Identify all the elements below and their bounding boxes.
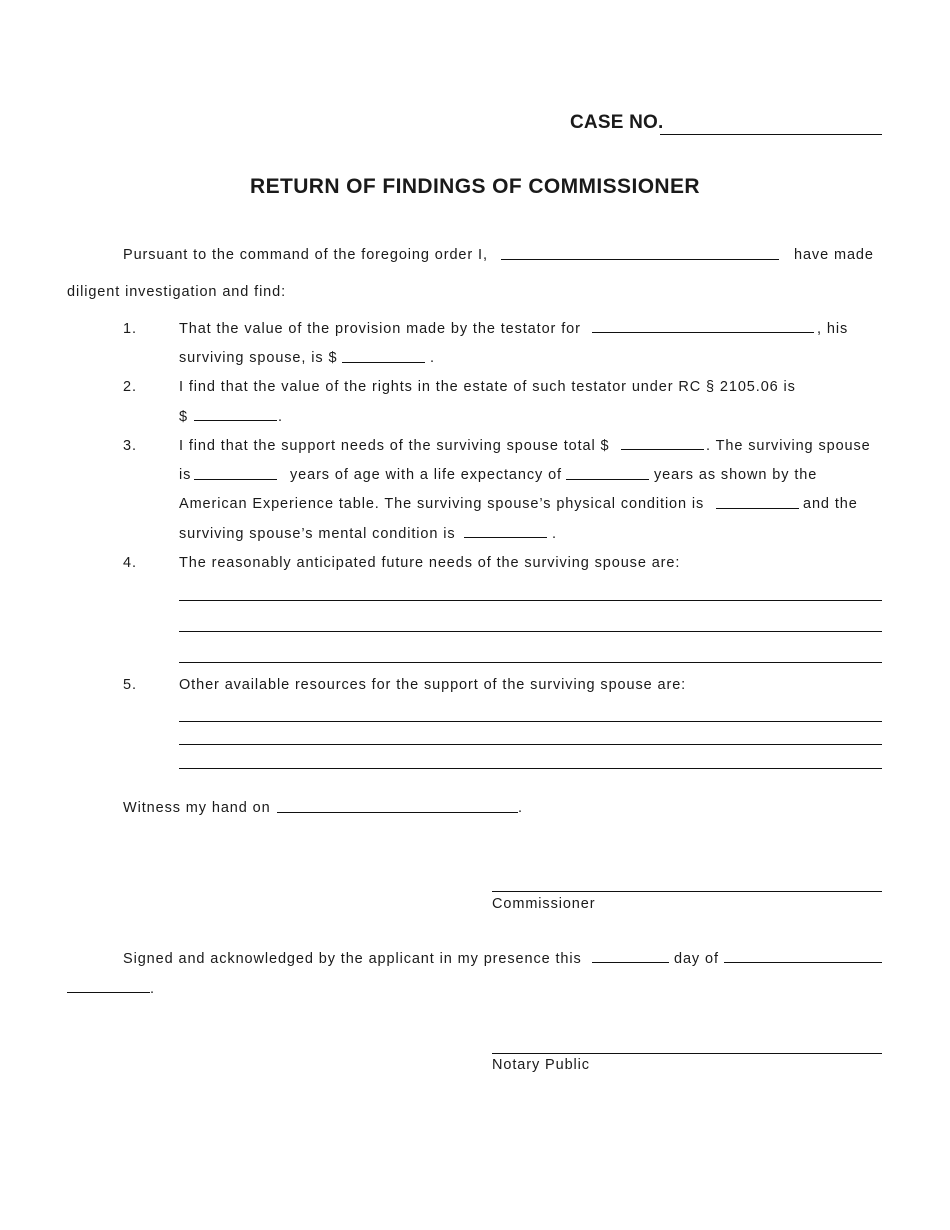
item1-text-3: surviving spouse, is $ <box>179 350 338 366</box>
acknowledgment-year-field[interactable] <box>67 992 150 993</box>
item2-text-1: I find that the value of the rights in the estate of such testator under RC § 2105.06 is <box>179 379 796 395</box>
item5-text: Other available resources for the support of the surviving spouse are: <box>179 677 687 693</box>
witness-text: Witness my hand on <box>123 800 271 816</box>
item3-text-6: American Experience table. The surviving spouse’s physical condition is <box>179 496 705 512</box>
item2-text-2: $ <box>179 409 188 425</box>
acknowledgment-text-1: Signed and acknowledged by the applicant in my presence this <box>123 951 582 967</box>
item-number-2: 2. <box>123 379 137 395</box>
testator-beneficiary-field[interactable] <box>592 332 814 333</box>
notary-signature-line[interactable] <box>492 1053 882 1054</box>
item-number-3: 3. <box>123 438 137 454</box>
spouse-age-field[interactable] <box>194 479 277 480</box>
acknowledgment-day-field[interactable] <box>592 962 669 963</box>
notary-label: Notary Public <box>492 1057 590 1073</box>
resources-line-3[interactable] <box>179 768 882 769</box>
item3-text-5: years as shown by the <box>654 467 818 483</box>
item3-text-2: . The surviving spouse <box>706 438 871 454</box>
future-needs-line-1[interactable] <box>179 600 882 601</box>
document-title: RETURN OF FINDINGS OF COMMISSIONER <box>250 175 700 198</box>
future-needs-line-3[interactable] <box>179 662 882 663</box>
acknowledgment-text-2: day of <box>674 951 719 967</box>
intro-text-3: diligent investigation and find: <box>67 284 287 300</box>
estate-rights-value-field[interactable] <box>194 420 277 421</box>
item3-text-9: . <box>552 526 557 542</box>
item-number-1: 1. <box>123 321 137 337</box>
item1-text-4: . <box>430 350 435 366</box>
acknowledgment-month-field[interactable] <box>724 962 882 963</box>
witness-date-field[interactable] <box>277 812 518 813</box>
item3-text-8: surviving spouse’s mental condition is <box>179 526 456 542</box>
resources-line-2[interactable] <box>179 744 882 745</box>
case-number-field[interactable] <box>660 134 882 135</box>
support-needs-total-field[interactable] <box>621 449 704 450</box>
provision-value-field[interactable] <box>342 362 425 363</box>
commissioner-name-field[interactable] <box>501 259 779 260</box>
item1-text-1: That the value of the provision made by the testator for <box>179 321 581 337</box>
mental-condition-field[interactable] <box>464 537 547 538</box>
intro-text-2: have made <box>794 247 874 263</box>
future-needs-line-2[interactable] <box>179 631 882 632</box>
physical-condition-field[interactable] <box>716 508 799 509</box>
item3-text-7: and the <box>803 496 858 512</box>
intro-text-1: Pursuant to the command of the foregoing order I, <box>123 247 488 263</box>
item-number-5: 5. <box>123 677 137 693</box>
item3-text-1: I find that the support needs of the surviving spouse total $ <box>179 438 610 454</box>
item3-text-4: years of age with a life expectancy of <box>290 467 562 483</box>
commissioner-signature-line[interactable] <box>492 891 882 892</box>
commissioner-label: Commissioner <box>492 896 596 912</box>
item-number-4: 4. <box>123 555 137 571</box>
item4-text: The reasonably anticipated future needs of the surviving spouse are: <box>179 555 681 571</box>
case-number-label: CASE NO. <box>570 112 664 133</box>
item2-text-3: . <box>278 409 283 425</box>
witness-end: . <box>518 800 523 816</box>
acknowledgment-end: . <box>150 981 155 997</box>
item3-text-3: is <box>179 467 192 483</box>
item1-text-2: , his <box>817 321 849 337</box>
resources-line-1[interactable] <box>179 721 882 722</box>
life-expectancy-field[interactable] <box>566 479 649 480</box>
